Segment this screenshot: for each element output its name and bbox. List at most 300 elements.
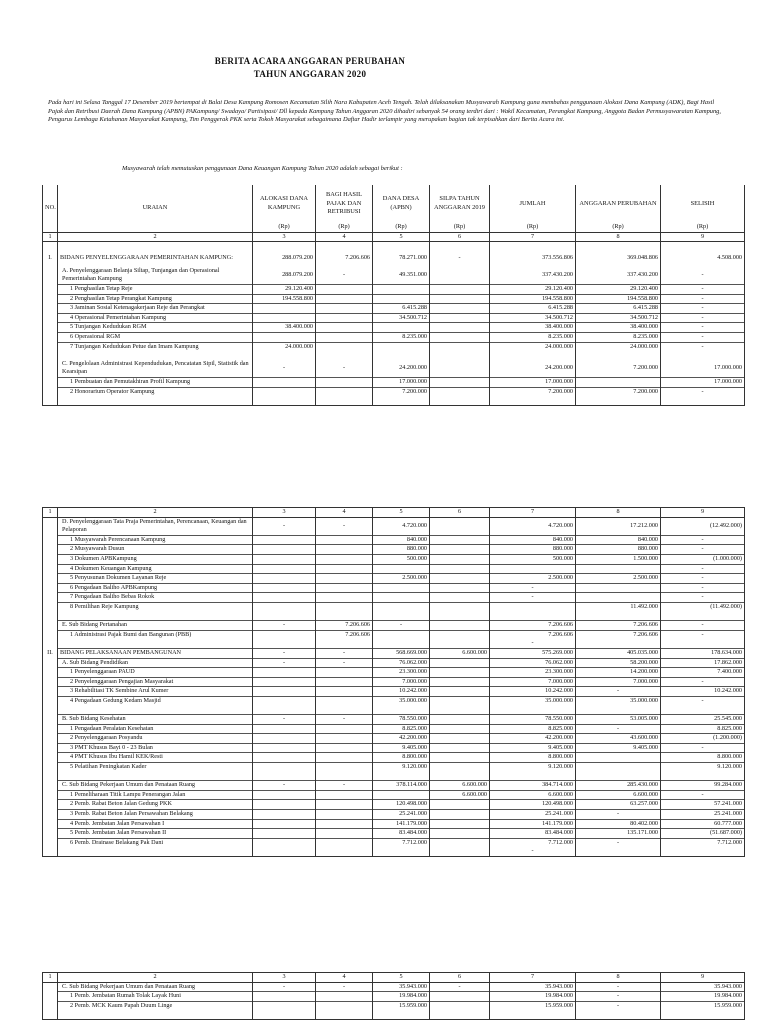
row-number: [43, 800, 58, 810]
row-number: [43, 351, 58, 360]
table-row: [43, 545, 745, 555]
table-row: [43, 351, 745, 360]
cell-c3: [253, 554, 316, 564]
cell-c5: [373, 351, 430, 360]
cell-c9: [661, 639, 745, 648]
column-number: 9: [661, 973, 745, 983]
table-row: [43, 790, 745, 800]
row-label: C. Pengelolaan Administrasi Kependudukan, Pencatatan Sipil, Statistik dan Kearsipan: [58, 360, 253, 378]
table-row: [43, 810, 745, 820]
cell-c3: -: [253, 621, 316, 631]
row-number: [43, 639, 58, 648]
cell-c7: 194.558.800: [490, 294, 576, 304]
cell-c3: [253, 838, 316, 847]
row-number: [43, 838, 58, 847]
row-label: 5 Tunjangan Kedudukan RGM: [58, 323, 253, 333]
cell-c3: [253, 387, 316, 396]
row-label: 5 Penyusunan Dokumen Layanan Reje: [58, 574, 253, 584]
cell-c4: [316, 696, 373, 705]
row-label: 6 Pengadaan Baliho APBKampung: [58, 583, 253, 593]
cell-c4: [316, 535, 373, 545]
cell-c6: [430, 396, 490, 405]
table-row: [43, 593, 745, 603]
table-row: [43, 564, 745, 574]
cell-c5: 76.062.000: [373, 658, 430, 668]
cell-c4: [316, 284, 373, 294]
cell-c7: 7.206.606: [490, 621, 576, 631]
cell-c5: [373, 602, 430, 611]
cell-c8: 7.206.606: [576, 621, 661, 631]
row-number: [43, 387, 58, 396]
budget-table-page-2: [42, 507, 745, 857]
cell-c3: [253, 800, 316, 810]
cell-c7: [490, 564, 576, 574]
cell-c8: [576, 242, 661, 251]
cell-c4: [316, 377, 373, 387]
row-label: 3 Jaminan Sosial Ketenagakerjaan Reje dan Perangkat: [58, 304, 253, 314]
cell-c7: 575.269.000: [490, 648, 576, 658]
cell-c8: 7.000.000: [576, 677, 661, 687]
row-number: [43, 377, 58, 387]
cell-c7: 24.200.000: [490, 360, 576, 378]
cell-c9: 17.000.000: [661, 360, 745, 378]
cell-c6: [430, 545, 490, 555]
table-row: [43, 847, 745, 856]
cell-c8: -: [576, 1001, 661, 1010]
cell-c5: 25.241.000: [373, 810, 430, 820]
cell-c8: 34.500.712: [576, 313, 661, 323]
cell-c3: [253, 743, 316, 753]
row-label: BIDANG PENYELENGGARAAN PEMERINTAHAN KAMPUNG:: [58, 251, 253, 267]
cell-c8: 53.005.000: [576, 715, 661, 725]
row-label: [58, 847, 253, 856]
cell-c4: [316, 724, 373, 734]
cell-c5: [373, 847, 430, 856]
table-body: [43, 508, 745, 857]
cell-c7: 384.714.000: [490, 781, 576, 791]
row-label: 1 Pengadaan Peralatan Kesehatan: [58, 724, 253, 734]
cell-c6: [430, 630, 490, 639]
cell-c4: [316, 790, 373, 800]
column-number: 8: [576, 973, 661, 983]
cell-c4: 7.206.606: [316, 630, 373, 639]
cell-c6: [430, 838, 490, 847]
table-row: [43, 753, 745, 763]
cell-c9: [661, 351, 745, 360]
header-bagi-hasil: BAGI HASIL PAJAK DAN RETRIBUSI: [316, 185, 373, 223]
cell-c7: 19.984.000: [490, 992, 576, 1002]
row-label: 3 PMT Khusus Bayi 0 - 23 Bulan: [58, 743, 253, 753]
cell-c7: 9.405.000: [490, 743, 576, 753]
cell-c3: [253, 332, 316, 342]
cell-c9: (12.492.000): [661, 517, 745, 535]
cell-c4: [316, 602, 373, 611]
row-number: [43, 267, 58, 285]
row-label: 2 Honorarium Operator Kampung: [58, 387, 253, 396]
cell-c9: -: [661, 743, 745, 753]
column-number: 2: [58, 973, 253, 983]
table-row: [43, 267, 745, 285]
cell-c8: 11.492.000: [576, 602, 661, 611]
cell-c5: 49.351.000: [373, 267, 430, 285]
cell-c6: [430, 377, 490, 387]
row-label: 8 Pemilihan Reje Kampung: [58, 602, 253, 611]
cell-c7: 35.943.000: [490, 982, 576, 992]
cell-c3: [253, 630, 316, 639]
row-label: 6 Pemb. Drainase Belakang Pak Dani: [58, 838, 253, 847]
cell-c3: [253, 829, 316, 839]
row-number: [43, 772, 58, 781]
table-row: [43, 517, 745, 535]
cell-c6: [430, 564, 490, 574]
cell-c3: [253, 810, 316, 820]
cell-c4: [316, 294, 373, 304]
cell-c6: [430, 1001, 490, 1010]
cell-c7: [490, 242, 576, 251]
row-label: C. Sub Bidang Pekerjaan Umum dan Penataan Ruang: [58, 781, 253, 791]
row-label: 7 Tunjangan Kedudukan Petue dan Imam Kampung: [58, 342, 253, 351]
cell-c9: 15.959.000: [661, 1001, 745, 1010]
cell-c4: [316, 847, 373, 856]
table-row: [43, 612, 745, 621]
row-number: [43, 545, 58, 555]
cell-c9: -: [661, 323, 745, 333]
cell-c8: -: [576, 992, 661, 1002]
row-number: [43, 564, 58, 574]
cell-c4: [316, 242, 373, 251]
cell-c3: 38.400.000: [253, 323, 316, 333]
cell-c8: 35.000.000: [576, 696, 661, 705]
row-label: 3 Pemb. Rabat Beton Jalan Persawahan Belakang: [58, 810, 253, 820]
cell-c3: [253, 639, 316, 648]
cell-c5: 568.669.000: [373, 648, 430, 658]
table-row: [43, 574, 745, 584]
cell-c4: -: [316, 648, 373, 658]
row-label: [58, 612, 253, 621]
cell-c3: 24.000.000: [253, 342, 316, 351]
cell-c7: 120.498.000: [490, 800, 576, 810]
cell-c4: 7.206.606: [316, 251, 373, 267]
row-number: [43, 687, 58, 697]
cell-c3: [253, 574, 316, 584]
column-number: 5: [373, 232, 430, 242]
cell-c8: 405.035.000: [576, 648, 661, 658]
cell-c5: [373, 342, 430, 351]
cell-c4: [316, 342, 373, 351]
cell-c7: 8.800.000: [490, 753, 576, 763]
row-number: [43, 819, 58, 829]
cell-c3: [253, 734, 316, 744]
cell-c9: 9.120.000: [661, 763, 745, 772]
cell-c7: 8.825.000: [490, 724, 576, 734]
cell-c8: [576, 1010, 661, 1019]
cell-c9: -: [661, 387, 745, 396]
table-row: [43, 705, 745, 714]
cell-c7: 7.206.606: [490, 630, 576, 639]
cell-c6: [430, 992, 490, 1002]
cell-c5: [373, 564, 430, 574]
cell-c5: [373, 1010, 430, 1019]
table-row: [43, 829, 745, 839]
cell-c5: [373, 284, 430, 294]
table-row: [43, 360, 745, 378]
cell-c9: [661, 705, 745, 714]
column-number-row: [43, 232, 745, 242]
column-number: 1: [43, 508, 58, 518]
cell-c7: 337.430.200: [490, 267, 576, 285]
table-row: [43, 323, 745, 333]
cell-c7: 17.000.000: [490, 377, 576, 387]
cell-c5: -: [373, 621, 430, 631]
table-body: [43, 973, 745, 1020]
cell-c9: (11.492.000): [661, 602, 745, 611]
column-number: 9: [661, 232, 745, 242]
cell-c5: 35.943.000: [373, 982, 430, 992]
table-row: [43, 982, 745, 992]
table-row: [43, 284, 745, 294]
cell-c6: 6.600.000: [430, 781, 490, 791]
row-number: [43, 583, 58, 593]
cell-c5: 9.405.000: [373, 743, 430, 753]
cell-c5: 78.550.000: [373, 715, 430, 725]
cell-c6: [430, 639, 490, 648]
cell-c3: -: [253, 982, 316, 992]
cell-c8: 194.558.800: [576, 294, 661, 304]
table-row: [43, 763, 745, 772]
cell-c6: 6.600.000: [430, 790, 490, 800]
cell-c9: -: [661, 564, 745, 574]
cell-c8: [576, 772, 661, 781]
header-uraian: URAIAN: [58, 185, 253, 232]
cell-c4: [316, 1001, 373, 1010]
cell-c5: [373, 583, 430, 593]
unit-label: (Rp): [490, 223, 576, 232]
cell-c4: -: [316, 517, 373, 535]
table-row: [43, 583, 745, 593]
table-row: [43, 242, 745, 251]
cell-c9: (51.687.000): [661, 829, 745, 839]
budget-table-page-3: [42, 972, 745, 1020]
cell-c3: [253, 351, 316, 360]
table-row: [43, 772, 745, 781]
cell-c5: 42.200.000: [373, 734, 430, 744]
row-number: [43, 790, 58, 800]
table-row: [43, 621, 745, 631]
cell-c8: [576, 753, 661, 763]
cell-c9: -: [661, 545, 745, 555]
column-number: 2: [58, 508, 253, 518]
column-number: 7: [490, 508, 576, 518]
cell-c8: 369.048.806: [576, 251, 661, 267]
cell-c3: [253, 992, 316, 1002]
cell-c3: 29.120.400: [253, 284, 316, 294]
cell-c5: [373, 790, 430, 800]
cell-c3: [253, 819, 316, 829]
cell-c8: [576, 763, 661, 772]
cell-c6: [430, 294, 490, 304]
cell-c3: -: [253, 360, 316, 378]
cell-c8: 1.500.000: [576, 554, 661, 564]
cell-c6: [430, 705, 490, 714]
row-number: [43, 332, 58, 342]
cell-c8: 880.000: [576, 545, 661, 555]
cell-c4: [316, 387, 373, 396]
unit-label: (Rp): [316, 223, 373, 232]
row-label: 1 Pemb. Jembatan Rumah Tolak Layak Huni: [58, 992, 253, 1002]
cell-c4: [316, 639, 373, 648]
cell-c3: [253, 535, 316, 545]
cell-c4: [316, 574, 373, 584]
table-row: [43, 838, 745, 847]
row-label: 1 Administrasi Pajak Bumi dan Bangunan (PBB): [58, 630, 253, 639]
row-number: [43, 304, 58, 314]
cell-c8: 285.430.000: [576, 781, 661, 791]
row-label: 4 Operasional Pemerintahan Kampung: [58, 313, 253, 323]
cell-c8: [576, 396, 661, 405]
row-number: [43, 982, 58, 992]
cell-c4: [316, 593, 373, 603]
cell-c8: -: [576, 687, 661, 697]
cell-c6: [430, 313, 490, 323]
cell-c9: -: [661, 583, 745, 593]
cell-c5: 6.415.288: [373, 304, 430, 314]
cell-c5: [373, 612, 430, 621]
row-label: 2 Pemb. MCK Kaum Papah Duum Linge: [58, 1001, 253, 1010]
header-no: NO.: [43, 185, 58, 232]
column-number: 3: [253, 232, 316, 242]
table-row: [43, 658, 745, 668]
row-number: [43, 342, 58, 351]
cell-c5: 120.498.000: [373, 800, 430, 810]
table-row: [43, 715, 745, 725]
row-number: [43, 621, 58, 631]
cell-c7: 880.000: [490, 545, 576, 555]
cell-c8: 7.200.000: [576, 360, 661, 378]
cell-c9: 8.825.000: [661, 724, 745, 734]
cell-c7: 141.179.000: [490, 819, 576, 829]
cell-c7: 7.200.000: [490, 387, 576, 396]
row-label: 4 PMT Khusus Ibu Hamil KEK/Resti: [58, 753, 253, 763]
cell-c5: [373, 242, 430, 251]
row-number: [43, 724, 58, 734]
row-number: [43, 294, 58, 304]
cell-c3: [253, 396, 316, 405]
cell-c4: [316, 705, 373, 714]
cell-c9: [661, 396, 745, 405]
row-number: [43, 630, 58, 639]
cell-c6: [430, 554, 490, 564]
row-number: [43, 360, 58, 378]
cell-c8: [576, 351, 661, 360]
cell-c6: [430, 574, 490, 584]
cell-c4: [316, 1010, 373, 1019]
column-number: 4: [316, 973, 373, 983]
cell-c5: 78.271.000: [373, 251, 430, 267]
cell-c9: 17.000.000: [661, 377, 745, 387]
cell-c6: [430, 360, 490, 378]
cell-c3: 288.079.200: [253, 267, 316, 285]
cell-c9: 25.241.000: [661, 810, 745, 820]
row-label: 3 Dokumen APBKampung: [58, 554, 253, 564]
cell-c7: 8.235.000: [490, 332, 576, 342]
cell-c6: [430, 323, 490, 333]
cell-c6: [430, 535, 490, 545]
cell-c6: [430, 677, 490, 687]
cell-c3: [253, 677, 316, 687]
cell-c4: [316, 564, 373, 574]
cell-c5: 2.500.000: [373, 574, 430, 584]
column-number: 7: [490, 973, 576, 983]
cell-c3: -: [253, 648, 316, 658]
table-row: [43, 992, 745, 1002]
cell-c3: [253, 705, 316, 714]
row-label: 3 Rehabilitasi TK Sembine Arul Kumer: [58, 687, 253, 697]
cell-c3: [253, 772, 316, 781]
cell-c5: 141.179.000: [373, 819, 430, 829]
cell-c6: [430, 734, 490, 744]
cell-c4: 7.206.606: [316, 621, 373, 631]
cell-c7: [490, 351, 576, 360]
row-number: [43, 734, 58, 744]
row-number: [43, 517, 58, 535]
cell-c6: [430, 753, 490, 763]
cell-c6: [430, 829, 490, 839]
cell-c5: 17.000.000: [373, 377, 430, 387]
row-number: [43, 554, 58, 564]
table-row: [43, 313, 745, 323]
cell-c9: -: [661, 790, 745, 800]
row-label: 4 Pengadaan Gedung Kedam Masjid: [58, 696, 253, 705]
cell-c9: [661, 1010, 745, 1019]
unit-label: (Rp): [253, 223, 316, 232]
row-label: [58, 705, 253, 714]
cell-c6: [430, 351, 490, 360]
cell-c5: 19.984.000: [373, 992, 430, 1002]
cell-c5: 34.500.712: [373, 313, 430, 323]
cell-c9: -: [661, 621, 745, 631]
cell-c9: [661, 242, 745, 251]
cell-c8: [576, 583, 661, 593]
column-number: 4: [316, 508, 373, 518]
row-number: [43, 242, 58, 251]
cell-c4: [316, 810, 373, 820]
column-number: 5: [373, 508, 430, 518]
cell-c8: [576, 639, 661, 648]
row-number: [43, 992, 58, 1002]
cell-c9: 10.242.000: [661, 687, 745, 697]
cell-c3: 288.079.200: [253, 251, 316, 267]
row-number: [43, 323, 58, 333]
table-row: [43, 1010, 745, 1019]
cell-c3: [253, 763, 316, 772]
cell-c3: [253, 593, 316, 603]
cell-c7: 7.000.000: [490, 677, 576, 687]
row-label: C. Sub Bidang Pekerjaan Umum dan Penataan Ruang: [58, 982, 253, 992]
cell-c7: 29.120.400: [490, 284, 576, 294]
cell-c9: 178.634.000: [661, 648, 745, 658]
cell-c6: [430, 342, 490, 351]
cell-c6: [430, 743, 490, 753]
column-number: 9: [661, 508, 745, 518]
cell-c6: [430, 612, 490, 621]
table-row: [43, 387, 745, 396]
cell-c9: 7.400.000: [661, 668, 745, 678]
cell-c8: [576, 593, 661, 603]
cell-c6: -: [430, 982, 490, 992]
cell-c6: [430, 819, 490, 829]
cell-c5: [373, 593, 430, 603]
table-row: [43, 535, 745, 545]
